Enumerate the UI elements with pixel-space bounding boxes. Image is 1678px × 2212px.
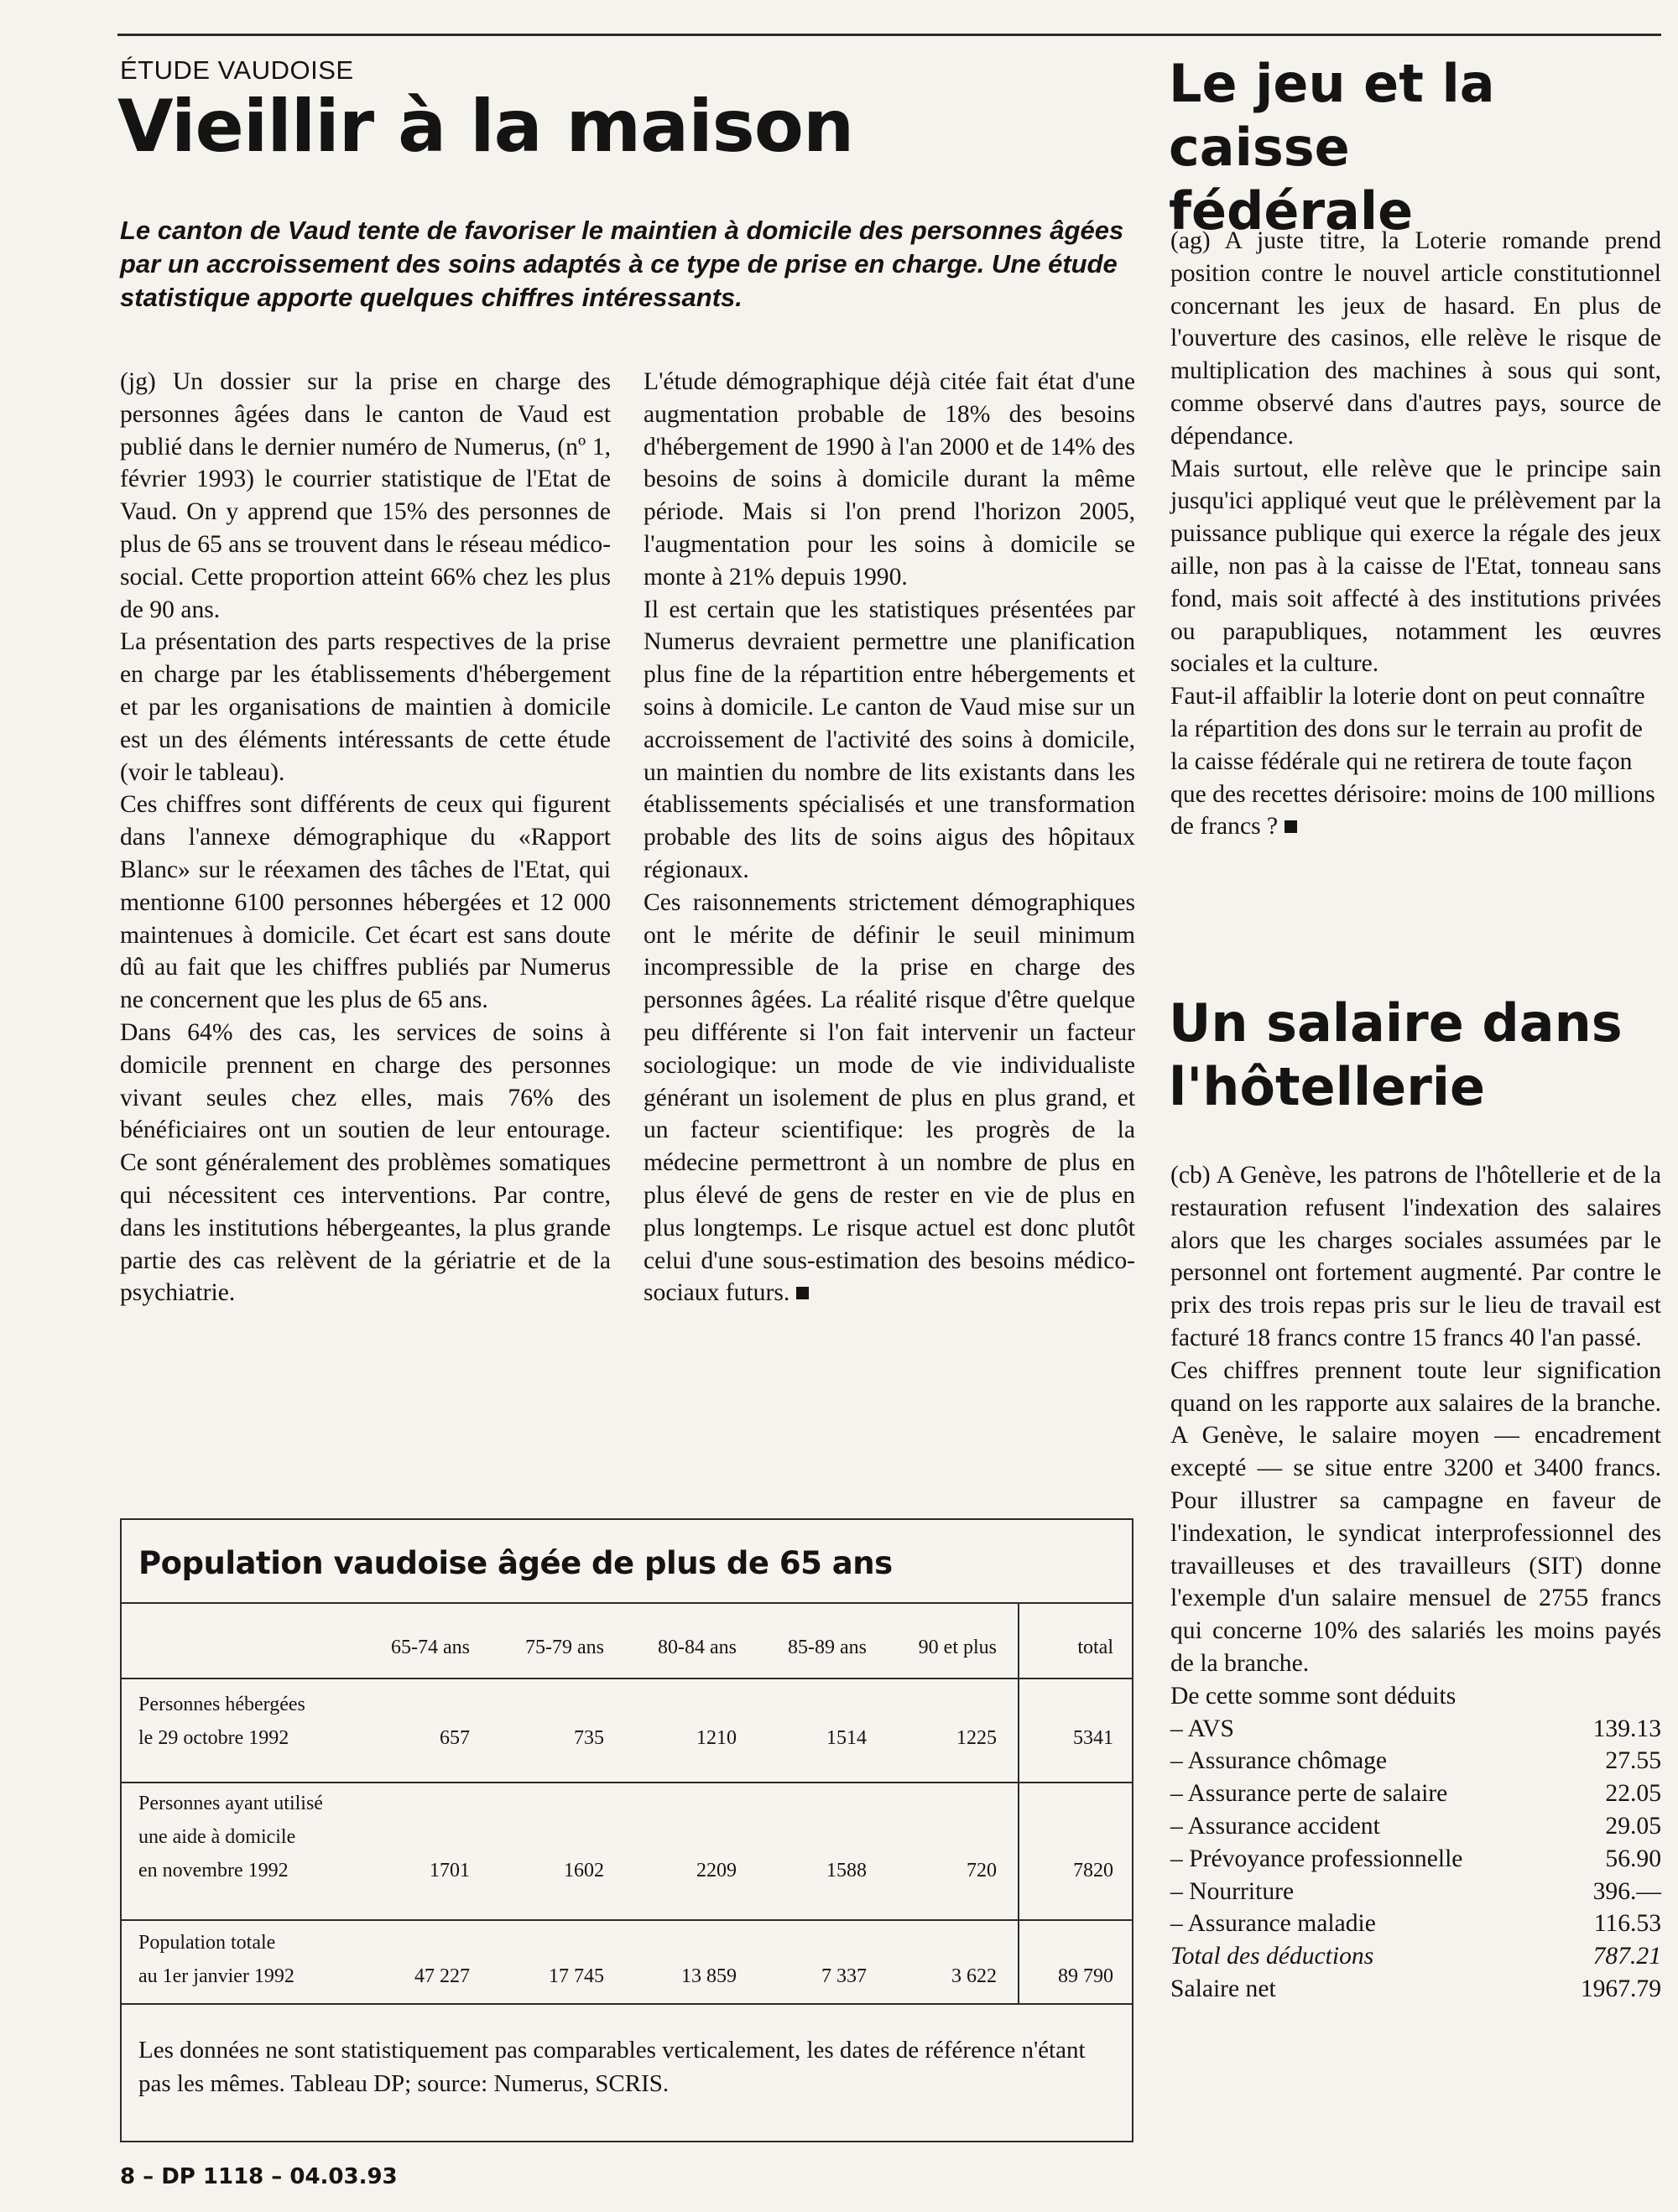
table-note: Les données ne sont statistiquement pas comparables verticalement, les dates de référence n'étant pas les mêmes. Tableau DP; source: Numerus, SCRIS. bbox=[138, 2037, 1086, 2097]
divider bbox=[122, 1602, 1132, 1604]
column-header: 80-84 ans bbox=[658, 1637, 737, 1658]
paragraph: (ag) A juste titre, la Loterie romande prend position contre le nouvel article constitutionnel concernant les jeux de hasard. En plus de l'ouverture des casinos, elle relève le risque de multiplication des machines à sous qui sont, comme observé dans d'autres pays, source de dépendance. bbox=[1170, 227, 1661, 450]
article-salaire-body bbox=[1170, 1159, 1661, 2006]
section-title-jeu bbox=[1169, 52, 1678, 243]
deduction-label: – Assurance chômage bbox=[1170, 1747, 1388, 1775]
deduction-label: – Assurance accident bbox=[1170, 1812, 1380, 1840]
divider bbox=[122, 1782, 1132, 1783]
divider bbox=[122, 1678, 1132, 1679]
table-cell: 1602 bbox=[564, 1860, 604, 1882]
table-cell: 17 745 bbox=[549, 1965, 604, 1987]
top-rule bbox=[117, 34, 1661, 36]
title-line: Un salaire dans bbox=[1169, 992, 1623, 1054]
column-header: total bbox=[1077, 1637, 1113, 1658]
deduction-label: – Nourriture bbox=[1170, 1877, 1295, 1905]
kicker: ÉTUDE VAUDOISE bbox=[120, 55, 354, 85]
page-footer: 8 – DP 1118 – 04.03.93 bbox=[120, 2164, 398, 2189]
net-label: Salaire net bbox=[1170, 1975, 1276, 2002]
list-item bbox=[1170, 1745, 1661, 1777]
list-item bbox=[1170, 1810, 1661, 1843]
article-jeu-body bbox=[1170, 225, 1661, 843]
paragraph: Ces chiffres sont différents de ceux qui figurent dans l'annexe démographique du «Rapport Blanc» sur le réexamen des tâches de l'Etat, qui mentionne 6100 personnes hébergées et 12 000 maintenues à domicile. Cet écart est sans doute dû au fait que les chiffres publiés par Numerus ne concernent que les plus de 65 ans. bbox=[120, 791, 611, 1014]
end-mark-icon bbox=[1285, 820, 1297, 833]
row-label bbox=[138, 1787, 365, 1887]
list-item bbox=[1170, 1843, 1661, 1876]
total-label: Total des déductions bbox=[1170, 1943, 1374, 1970]
list-item bbox=[1170, 1777, 1661, 1810]
table-cell: 7820 bbox=[1073, 1860, 1113, 1882]
page-title: Vieillir à la maison bbox=[117, 85, 854, 169]
list-item bbox=[1170, 1713, 1661, 1746]
paragraph: Ces chiffres prennent toute leur signification quand on les rapporte aux salaires de la branche. A Genève, le salaire moyen — encadrement excepté — se situe entre 3200 et 3400 francs. Pour illustrer sa campagne en faveur de l'indexation, le syndicat interprofessionnel des travailleuses et des travailleurs (SIT) donne l'exemple d'un salaire mensuel de 2755 francs qui concerne 10% des salariés les moins payés de la branche. bbox=[1170, 1356, 1661, 1677]
table-cell: 1210 bbox=[696, 1727, 737, 1749]
table-cell: 3 622 bbox=[951, 1965, 997, 1987]
column-header: 65-74 ans bbox=[391, 1637, 470, 1658]
title-line: l'hôtellerie bbox=[1169, 1056, 1486, 1117]
article-column-2 bbox=[644, 366, 1135, 1309]
paragraph: La présentation des parts respectives de la prise en charge par les établissements d'hébergement et par les organisations de maintien à domicile est un des éléments intéressants de cette étude (voir le tableau). bbox=[120, 628, 611, 786]
total-row bbox=[1170, 1940, 1661, 1973]
deduction-amount: 22.05 bbox=[1605, 1780, 1661, 1808]
list-item bbox=[1170, 1908, 1661, 1940]
column-header: 85-89 ans bbox=[788, 1637, 867, 1658]
deductions-intro: De cette somme sont déduits bbox=[1170, 1682, 1457, 1710]
paragraph-text: Faut-il affaiblir la loterie dont on peut connaître la répartition des dons sur le terrain au profit de la caisse fédérale qui ne retirera de toute façon que des recettes dérisoire: moins de 100 millions de francs ? bbox=[1170, 683, 1655, 841]
row-label-line: une aide à domicile bbox=[138, 1826, 296, 1848]
deduction-amount: 56.90 bbox=[1605, 1845, 1661, 1872]
paragraph: (jg) Un dossier sur la prise en charge des personnes âgées dans le canton de Vaud est publié dans le dernier numéro de Numerus, (nº 1, février 1993) le courrier statistique de l'Etat de Vaud. On y apprend que 15% des personnes de plus de 65 ans se trouvent dans le réseau médico-social. Cette proportion atteint 66% chez les plus de 90 ans. bbox=[120, 368, 611, 623]
table-cell: 2209 bbox=[696, 1860, 737, 1882]
end-mark-icon bbox=[796, 1287, 809, 1299]
row-label bbox=[138, 1688, 365, 1755]
table-cell: 1588 bbox=[826, 1860, 867, 1882]
article-lead: Le canton de Vaud tente de favoriser le maintien à domicile des personnes âgées par un accroissement des soins adaptés à ce type de prise en charge. Une étude statistique apporte quelques chiffres intéressants. bbox=[120, 216, 1124, 312]
section-title-salaire bbox=[1169, 991, 1623, 1119]
deduction-label: – Assurance maladie bbox=[1170, 1910, 1376, 1938]
deduction-amount: 27.55 bbox=[1605, 1747, 1661, 1775]
divider bbox=[122, 2003, 1132, 2005]
deduction-label: – Prévoyance professionnelle bbox=[1170, 1845, 1463, 1872]
deduction-amount: 396.— bbox=[1592, 1877, 1661, 1905]
title-line: fédérale bbox=[1169, 180, 1414, 242]
row-label bbox=[138, 1926, 365, 1993]
table-cell: 5341 bbox=[1073, 1727, 1113, 1749]
article-column-1 bbox=[120, 366, 611, 1309]
title-line: Le jeu et la caisse bbox=[1169, 53, 1495, 178]
table-cell: 89 790 bbox=[1058, 1965, 1113, 1987]
table-cell: 13 859 bbox=[681, 1965, 737, 1987]
row-label-line: Personnes hébergées bbox=[138, 1694, 305, 1715]
row-label-line: au 1er janvier 1992 bbox=[138, 1965, 294, 1987]
row-label-line: en novembre 1992 bbox=[138, 1860, 289, 1882]
table-cell: 47 227 bbox=[414, 1965, 470, 1987]
deduction-amount: 116.53 bbox=[1593, 1910, 1661, 1938]
paragraph: Dans 64% des cas, les services de soins à domicile prennent en charge des personnes vivant seules chez elles, mais 76% des bénéficiaires ont un soutien de leur entourage. Ce sont généralement des problèmes somatiques qui nécessitent ces interventions. Par contre, dans les institutions hébergeantes, la plus grande partie des cas relèvent de la gériatrie et de la psychiatrie. bbox=[120, 1018, 611, 1307]
table-cell: 7 337 bbox=[821, 1965, 867, 1987]
deduction-label: – Assurance perte de salaire bbox=[1170, 1780, 1448, 1808]
paragraph-text: Ces raisonnements strictement démographiques ont le mérite de définir le seuil minimum incompressible de la prise en charge des personnes âgées. La réalité risque d'être quelque peu différente si l'on fait intervenir un facteur sociologique: un mode de vie individualiste générant un isolement de plus en plus grand, et un facteur scientifique: les progrès de la médecine permettront à un nombre de plus en plus élevé de gens de rester en vie de plus en plus longtemps. Le risque actuel est donc plutôt celui d'une sous-estimation des besoins médico-sociaux futurs. bbox=[644, 888, 1135, 1307]
paragraph: L'étude démographique déjà citée fait état d'une augmentation probable de 18% des besoins d'hébergement de 1990 à l'an 2000 et de 14% des besoins de soins à domicile durant la même période. Mais si l'on prend l'horizon 2005, l'augmentation pour les soins à domicile se monte à 21% depuis 1990. bbox=[644, 368, 1135, 591]
deduction-label: – AVS bbox=[1170, 1715, 1234, 1742]
table-cell: 735 bbox=[574, 1727, 604, 1749]
table-cell: 657 bbox=[440, 1727, 470, 1749]
row-label-line: Personnes ayant utilisé bbox=[138, 1793, 323, 1814]
divider bbox=[122, 1919, 1132, 1921]
column-header: 90 et plus bbox=[918, 1637, 997, 1658]
table-title: Population vaudoise âgée de plus de 65 ans bbox=[138, 1545, 893, 1581]
net-amount: 1967.79 bbox=[1580, 1975, 1661, 2002]
paragraph bbox=[644, 887, 1135, 1309]
net-row bbox=[1170, 1973, 1661, 2006]
paragraph: (cb) A Genève, les patrons de l'hôtellerie et de la restauration refusent l'indexation des salaires alors que les charges sociales assumées par le personnel ont fortement augmenté. Par contre le prix des trois repas pris sur le lieu de travail est facturé 18 francs contre 15 francs 40 l'an passé. bbox=[1170, 1162, 1661, 1351]
paragraph bbox=[1170, 680, 1661, 843]
paragraph: Mais surtout, elle relève que le principe sain jusqu'ici appliqué veut que le prélèvement par la puissance publique qui exerce la régale des jeux aille, non pas à la caisse de l'Etat, tonneau sans fond, mais soit affecté à des institutions privées ou parapubliques, notamment les œuvres sociales et la culture. bbox=[1170, 455, 1661, 678]
deduction-amount: 29.05 bbox=[1605, 1812, 1661, 1840]
table-cell: 1225 bbox=[956, 1727, 997, 1749]
column-header: 75-79 ans bbox=[525, 1637, 604, 1658]
population-table bbox=[120, 1518, 1133, 2142]
table-cell: 1514 bbox=[826, 1727, 867, 1749]
row-label-line: le 29 octobre 1992 bbox=[138, 1727, 289, 1749]
list-item bbox=[1170, 1876, 1661, 1908]
deductions-list bbox=[1170, 1713, 1661, 2006]
deduction-amount: 139.13 bbox=[1592, 1715, 1661, 1742]
total-amount: 787.21 bbox=[1592, 1943, 1661, 1970]
paragraph: Il est certain que les statistiques présentées par Numerus devraient permettre une planification plus fine de la répartition entre hébergements et soins à domicile. Le canton de Vaud mise sur un accroissement de l'activité des soins à domicile, un maintien du nombre de lits existants dans les établissements spécialisés et une transformation probable des lits de soins aigus des hôpitaux régionaux. bbox=[644, 596, 1135, 883]
row-label-line: Population totale bbox=[138, 1932, 276, 1954]
table-cell: 720 bbox=[967, 1860, 997, 1882]
table-cell: 1701 bbox=[430, 1860, 470, 1882]
